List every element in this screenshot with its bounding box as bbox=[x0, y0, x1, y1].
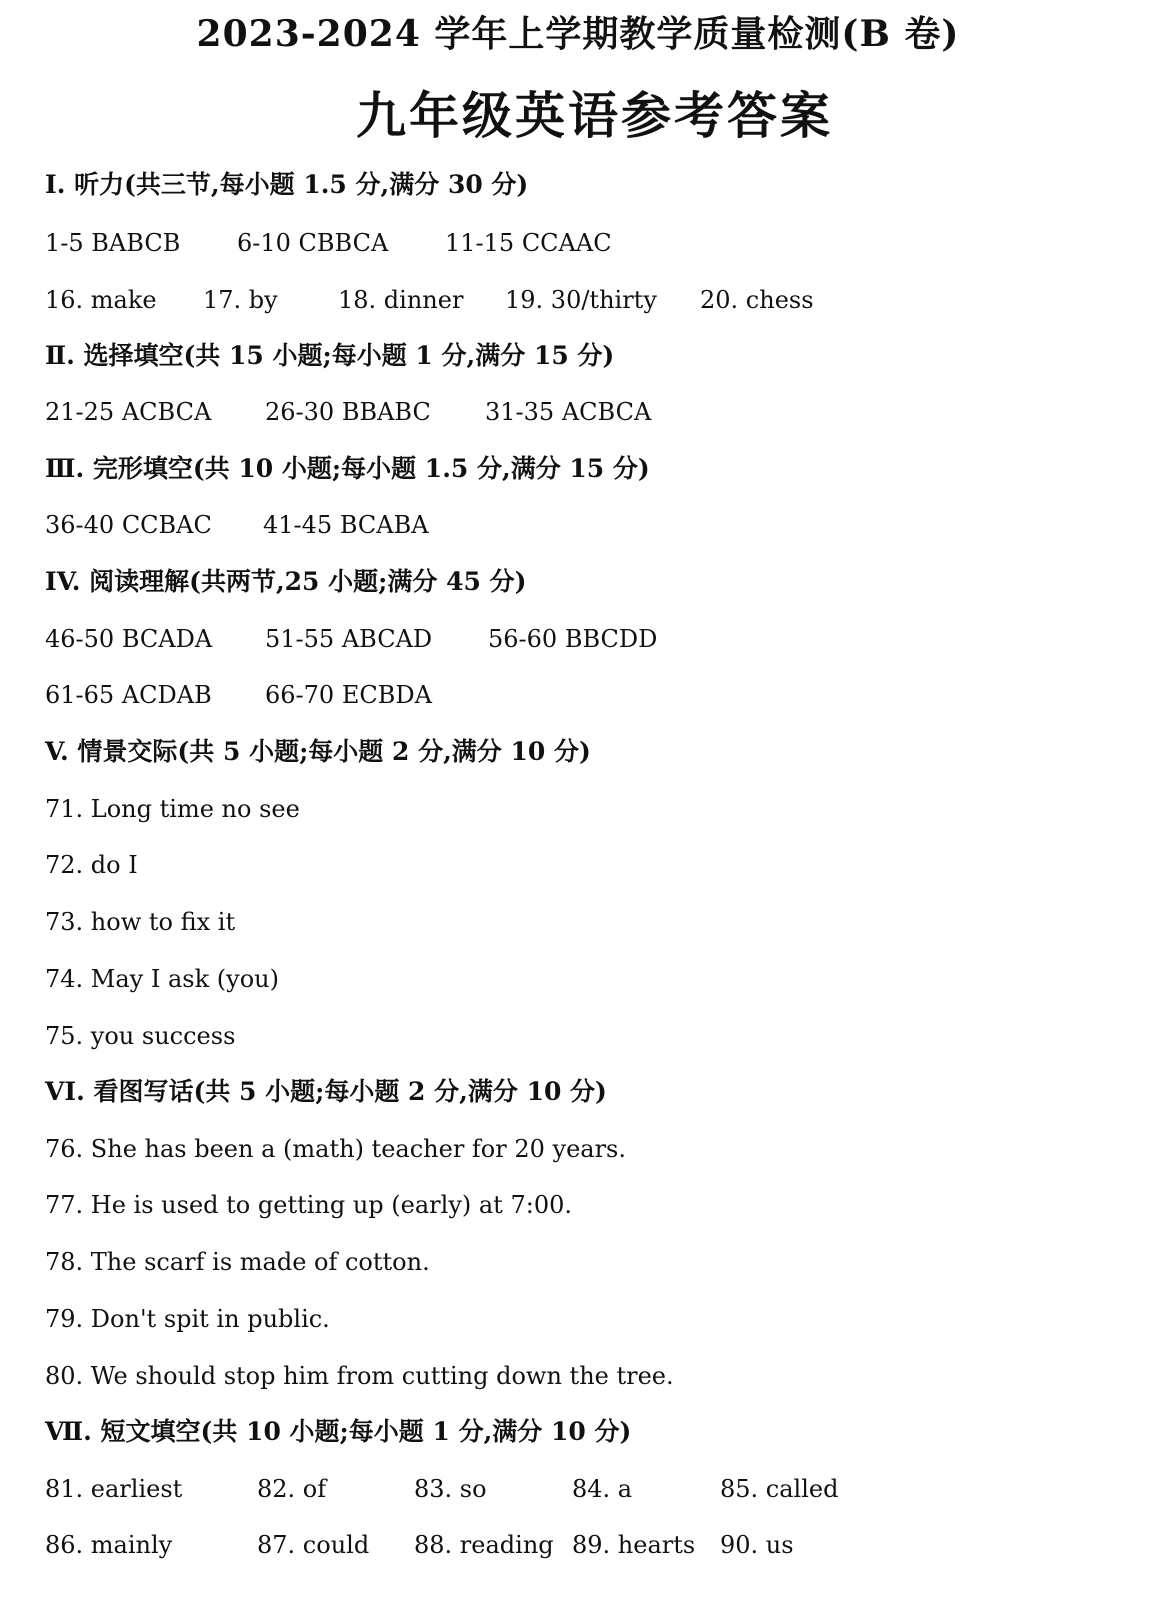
answer-group: 46-50 BCADA bbox=[45, 625, 213, 653]
answer-line: 73. how to fix it bbox=[45, 908, 236, 936]
answer-group: 66-70 ECBDA bbox=[265, 681, 432, 709]
answer-item: 87. could bbox=[257, 1531, 370, 1559]
answer-group: 11-15 CCAAC bbox=[445, 229, 612, 257]
answer-item: 81. earliest bbox=[45, 1475, 183, 1503]
answer-group: 6-10 CBBCA bbox=[237, 229, 389, 257]
section-heading-listening: Ⅰ. 听力(共三节,每小题 1.5 分,满分 30 分) bbox=[45, 170, 529, 199]
answer-item: 82. of bbox=[257, 1475, 327, 1503]
answer-group: 61-65 ACDAB bbox=[45, 681, 212, 709]
section-heading-reading: IV. 阅读理解(共两节,25 小题;满分 45 分) bbox=[45, 567, 527, 596]
answer-group: 41-45 BCABA bbox=[263, 511, 429, 539]
answer-line: 74. May I ask (you) bbox=[45, 965, 279, 993]
section-heading-dialogue: V. 情景交际(共 5 小题;每小题 2 分,满分 10 分) bbox=[45, 737, 591, 766]
section-heading-passage-fill: Ⅶ. 短文填空(共 10 小题;每小题 1 分,满分 10 分) bbox=[45, 1417, 632, 1446]
answer-item: 90. us bbox=[720, 1531, 794, 1559]
answer-item: 86. mainly bbox=[45, 1531, 173, 1559]
answer-item: 88. reading bbox=[414, 1531, 554, 1559]
answer-item: 18. dinner bbox=[338, 286, 464, 314]
answer-line: 76. She has been a (math) teacher for 20 years. bbox=[45, 1135, 627, 1163]
section-heading-multiple-choice: Ⅱ. 选择填空(共 15 小题;每小题 1 分,满分 15 分) bbox=[45, 341, 615, 370]
answer-group: 31-35 ACBCA bbox=[485, 398, 652, 426]
answer-line: 80. We should stop him from cutting down the tree. bbox=[45, 1362, 674, 1390]
answer-item: 84. a bbox=[572, 1475, 633, 1503]
answer-item: 16. make bbox=[45, 286, 157, 314]
answer-line: 78. The scarf is made of cotton. bbox=[45, 1248, 430, 1276]
answer-item: 89. hearts bbox=[572, 1531, 696, 1559]
section-heading-picture-writing: VI. 看图写话(共 5 小题;每小题 2 分,满分 10 分) bbox=[45, 1077, 607, 1106]
answer-group: 26-30 BBABC bbox=[265, 398, 431, 426]
answer-item: 85. called bbox=[720, 1475, 839, 1503]
answer-line: 72. do I bbox=[45, 851, 138, 879]
answer-item: 19. 30/thirty bbox=[505, 286, 657, 314]
answer-group: 21-25 ACBCA bbox=[45, 398, 212, 426]
answer-item: 17. by bbox=[203, 286, 278, 314]
section-heading-cloze: Ⅲ. 完形填空(共 10 小题;每小题 1.5 分,满分 15 分) bbox=[45, 454, 650, 483]
exam-title: 2023-2024 学年上学期教学质量检测(B 卷) bbox=[196, 13, 960, 55]
answer-line: 71. Long time no see bbox=[45, 795, 300, 823]
answer-group: 51-55 ABCAD bbox=[265, 625, 433, 653]
answer-line: 79. Don't spit in public. bbox=[45, 1305, 330, 1333]
answer-group: 56-60 BBCDD bbox=[488, 625, 658, 653]
document-title: 九年级英语参考答案 bbox=[356, 86, 833, 145]
answer-group: 1-5 BABCB bbox=[45, 229, 181, 257]
answer-group: 36-40 CCBAC bbox=[45, 511, 212, 539]
answer-line: 75. you success bbox=[45, 1022, 236, 1050]
answer-item: 20. chess bbox=[700, 286, 814, 314]
answer-line: 77. He is used to getting up (early) at 7:00. bbox=[45, 1191, 572, 1219]
answer-item: 83. so bbox=[414, 1475, 487, 1503]
